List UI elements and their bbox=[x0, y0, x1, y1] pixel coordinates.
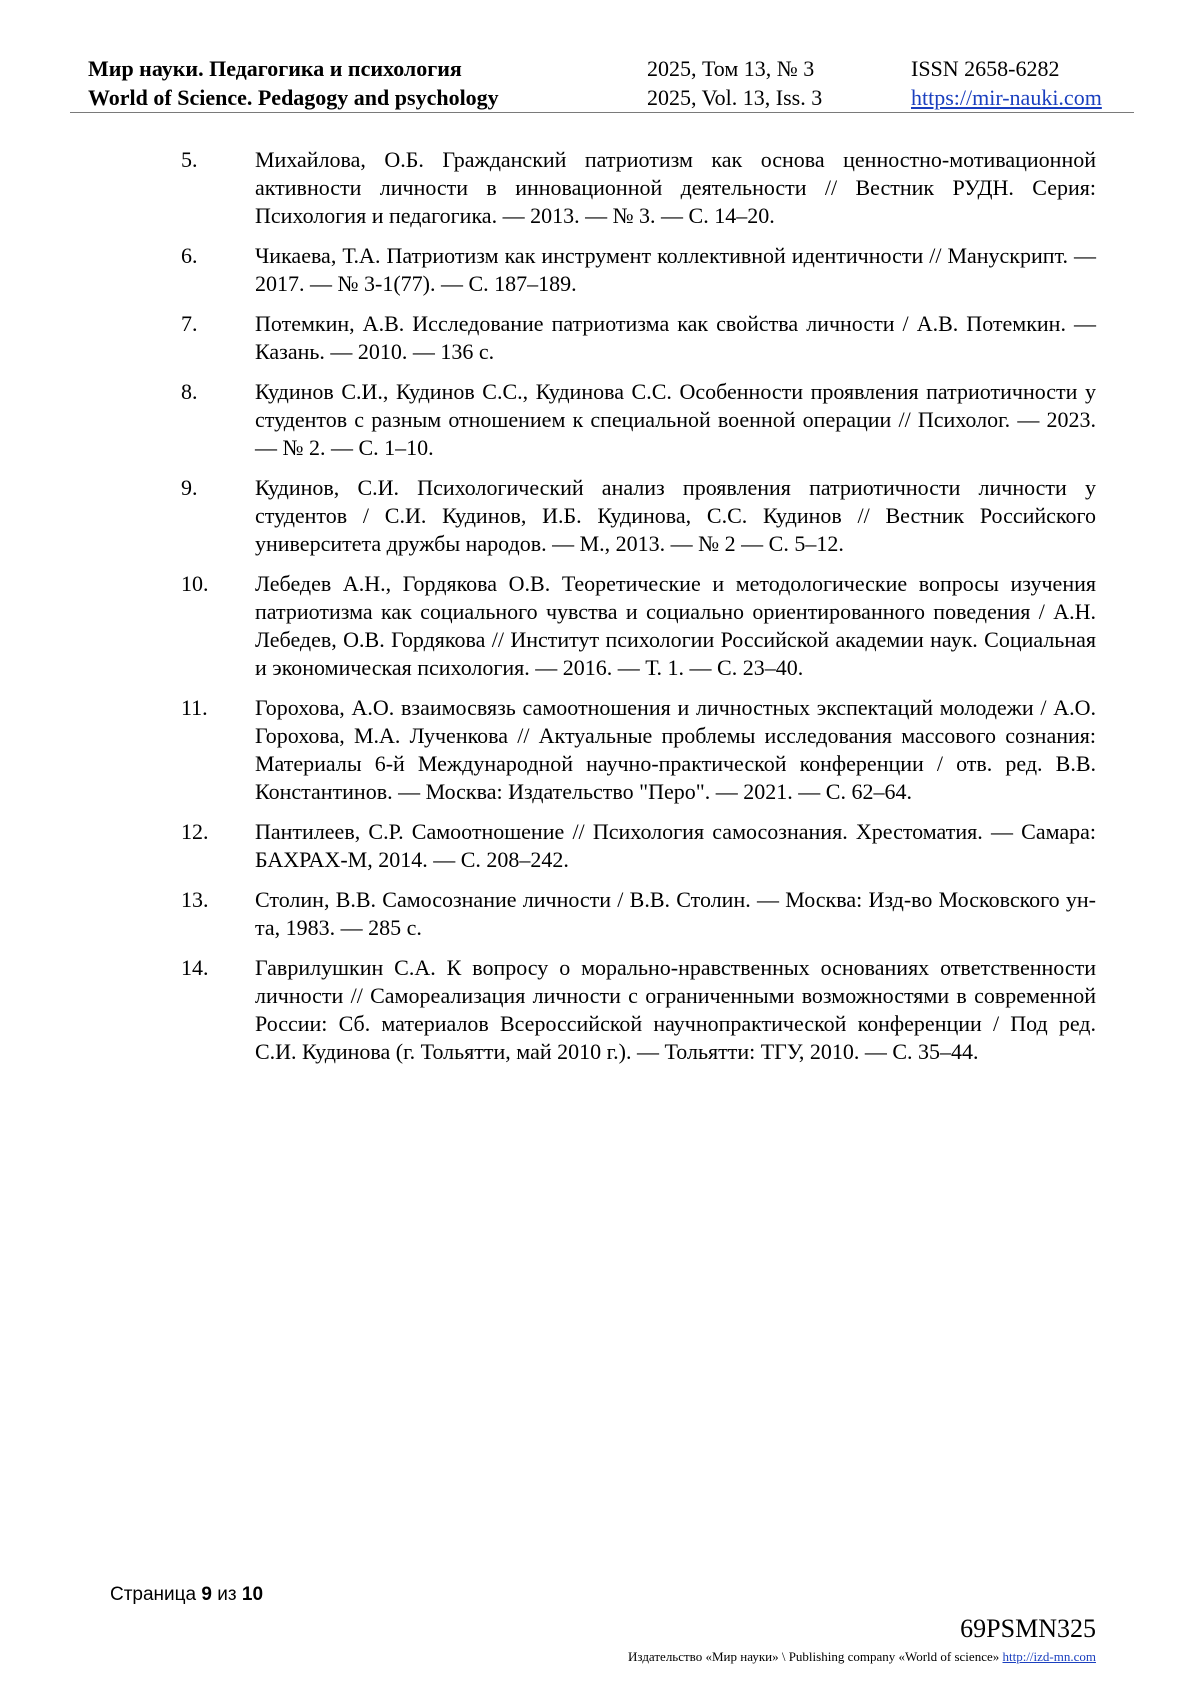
reference-text: Кудинов С.И., Кудинов С.С., Кудинова С.С. Особенности проявления патриотичности у студентов с разным отношением к специальной военной операции // Психолог. — 2023. — № 2. — С. 1–10. bbox=[255, 379, 1096, 460]
page-current: 9 bbox=[201, 1584, 212, 1605]
reference-item bbox=[181, 242, 1096, 298]
page-of: из bbox=[217, 1584, 237, 1605]
reference-text: Чикаева, Т.А. Патриотизм как инструмент коллективной идентичности // Манускрипт. — 2017. — № 3-1(77). — С. 187–189. bbox=[255, 243, 1096, 296]
reference-item bbox=[181, 954, 1096, 1066]
issue-block bbox=[647, 54, 822, 112]
journal-title-ru: Мир науки. Педагогика и психология bbox=[88, 56, 462, 81]
publisher-line bbox=[628, 1649, 1096, 1665]
reference-item bbox=[181, 474, 1096, 558]
page-number bbox=[110, 1584, 263, 1606]
reference-text: Лебедев А.Н., Гордякова О.В. Теоретические и методологические вопросы изучения патриотизма как социального чувства и социально ориентированного поведения / А.Н. Лебедев, О.В. Гордякова // Институт психологии Российской академии наук. Социальная и экономическая психология. — 2016. — Т. 1. — С. 23–40. bbox=[255, 571, 1096, 680]
reference-number: 12. bbox=[181, 819, 209, 844]
reference-item bbox=[181, 146, 1096, 230]
issue-ru: 2025, Том 13, № 3 bbox=[647, 56, 815, 81]
reference-number: 5. bbox=[181, 147, 198, 172]
reference-number: 10. bbox=[181, 571, 209, 596]
reference-item bbox=[181, 378, 1096, 462]
page-word: Страница bbox=[110, 1584, 197, 1605]
issn-block bbox=[911, 54, 1102, 112]
article-code: 69PSMN325 bbox=[960, 1614, 1096, 1643]
reference-number: 7. bbox=[181, 311, 198, 336]
reference-text: Пантилеев, С.Р. Самоотношение // Психология самосознания. Хрестоматия. — Самара: БАХРАХ-М, 2014. — С. 208–242. bbox=[255, 819, 1096, 872]
journal-title-en: World of Science. Pedagogy and psychology bbox=[88, 85, 499, 110]
reference-item bbox=[181, 310, 1096, 366]
reference-number: 6. bbox=[181, 243, 198, 268]
reference-text: Гаврилушкин С.А. К вопросу о морально-нравственных основаниях ответственности личности // Самореализация личности с ограниченными возможностями в современной России: Сб. материалов Всероссийской научнопрактической конференции / Под ред. С.И. Кудинова (г. Тольятти, май 2010 г.). — Тольятти: ТГУ, 2010. — С. 35–44. bbox=[255, 955, 1096, 1064]
reference-number: 11. bbox=[181, 695, 208, 720]
reference-number: 9. bbox=[181, 475, 198, 500]
reference-item bbox=[181, 694, 1096, 806]
reference-text: Горохова, А.О. взаимосвязь самоотношения и личностных экспектаций молодежи / А.О. Горохова, М.А. Лученкова // Актуальные проблемы исследования массового сознания: Материалы 6-й Международной научно-практической конференции / отв. ред. В.В. Константинов. — Москва: Издательство "Перо". — 2021. — С. 62–64. bbox=[255, 695, 1096, 804]
publisher-link[interactable]: http://izd-mn.com bbox=[1002, 1649, 1096, 1664]
page-header bbox=[70, 50, 1134, 113]
reference-number: 8. bbox=[181, 379, 198, 404]
journal-site-link[interactable]: https://mir-nauki.com bbox=[911, 85, 1102, 110]
journal-title-block bbox=[88, 54, 499, 112]
issn: ISSN 2658-6282 bbox=[911, 56, 1060, 81]
issue-en: 2025, Vol. 13, Iss. 3 bbox=[647, 85, 823, 110]
reference-number: 14. bbox=[181, 955, 209, 980]
publisher-text: Издательство «Мир науки» \ Publishing company «World of science» bbox=[628, 1649, 1000, 1664]
reference-item bbox=[181, 818, 1096, 874]
reference-number: 13. bbox=[181, 887, 209, 912]
page-total: 10 bbox=[241, 1584, 264, 1605]
reference-text: Михайлова, О.Б. Гражданский патриотизм как основа ценностно-мотивационной активности личности в инновационной деятельности // Вестник РУДН. Серия: Психология и педагогика. — 2013. — № 3. — С. 14–20. bbox=[255, 147, 1096, 228]
reference-text: Столин, В.В. Самосознание личности / В.В. Столин. — Москва: Изд-во Московского ун-та, 1983. — 285 с. bbox=[255, 887, 1096, 940]
reference-text: Кудинов, С.И. Психологический анализ проявления патриотичности личности у студентов / С.И. Кудинов, И.Б. Кудинова, С.С. Кудинов // Вестник Российского университета дружбы народов. — М., 2013. — № 2 — С. 5–12. bbox=[255, 475, 1096, 556]
reference-text: Потемкин, А.В. Исследование патриотизма как свойства личности / А.В. Потемкин. — Казань. — 2010. — 136 с. bbox=[255, 311, 1096, 364]
reference-item bbox=[181, 886, 1096, 942]
reference-item bbox=[181, 570, 1096, 682]
reference-list bbox=[181, 146, 1096, 1078]
